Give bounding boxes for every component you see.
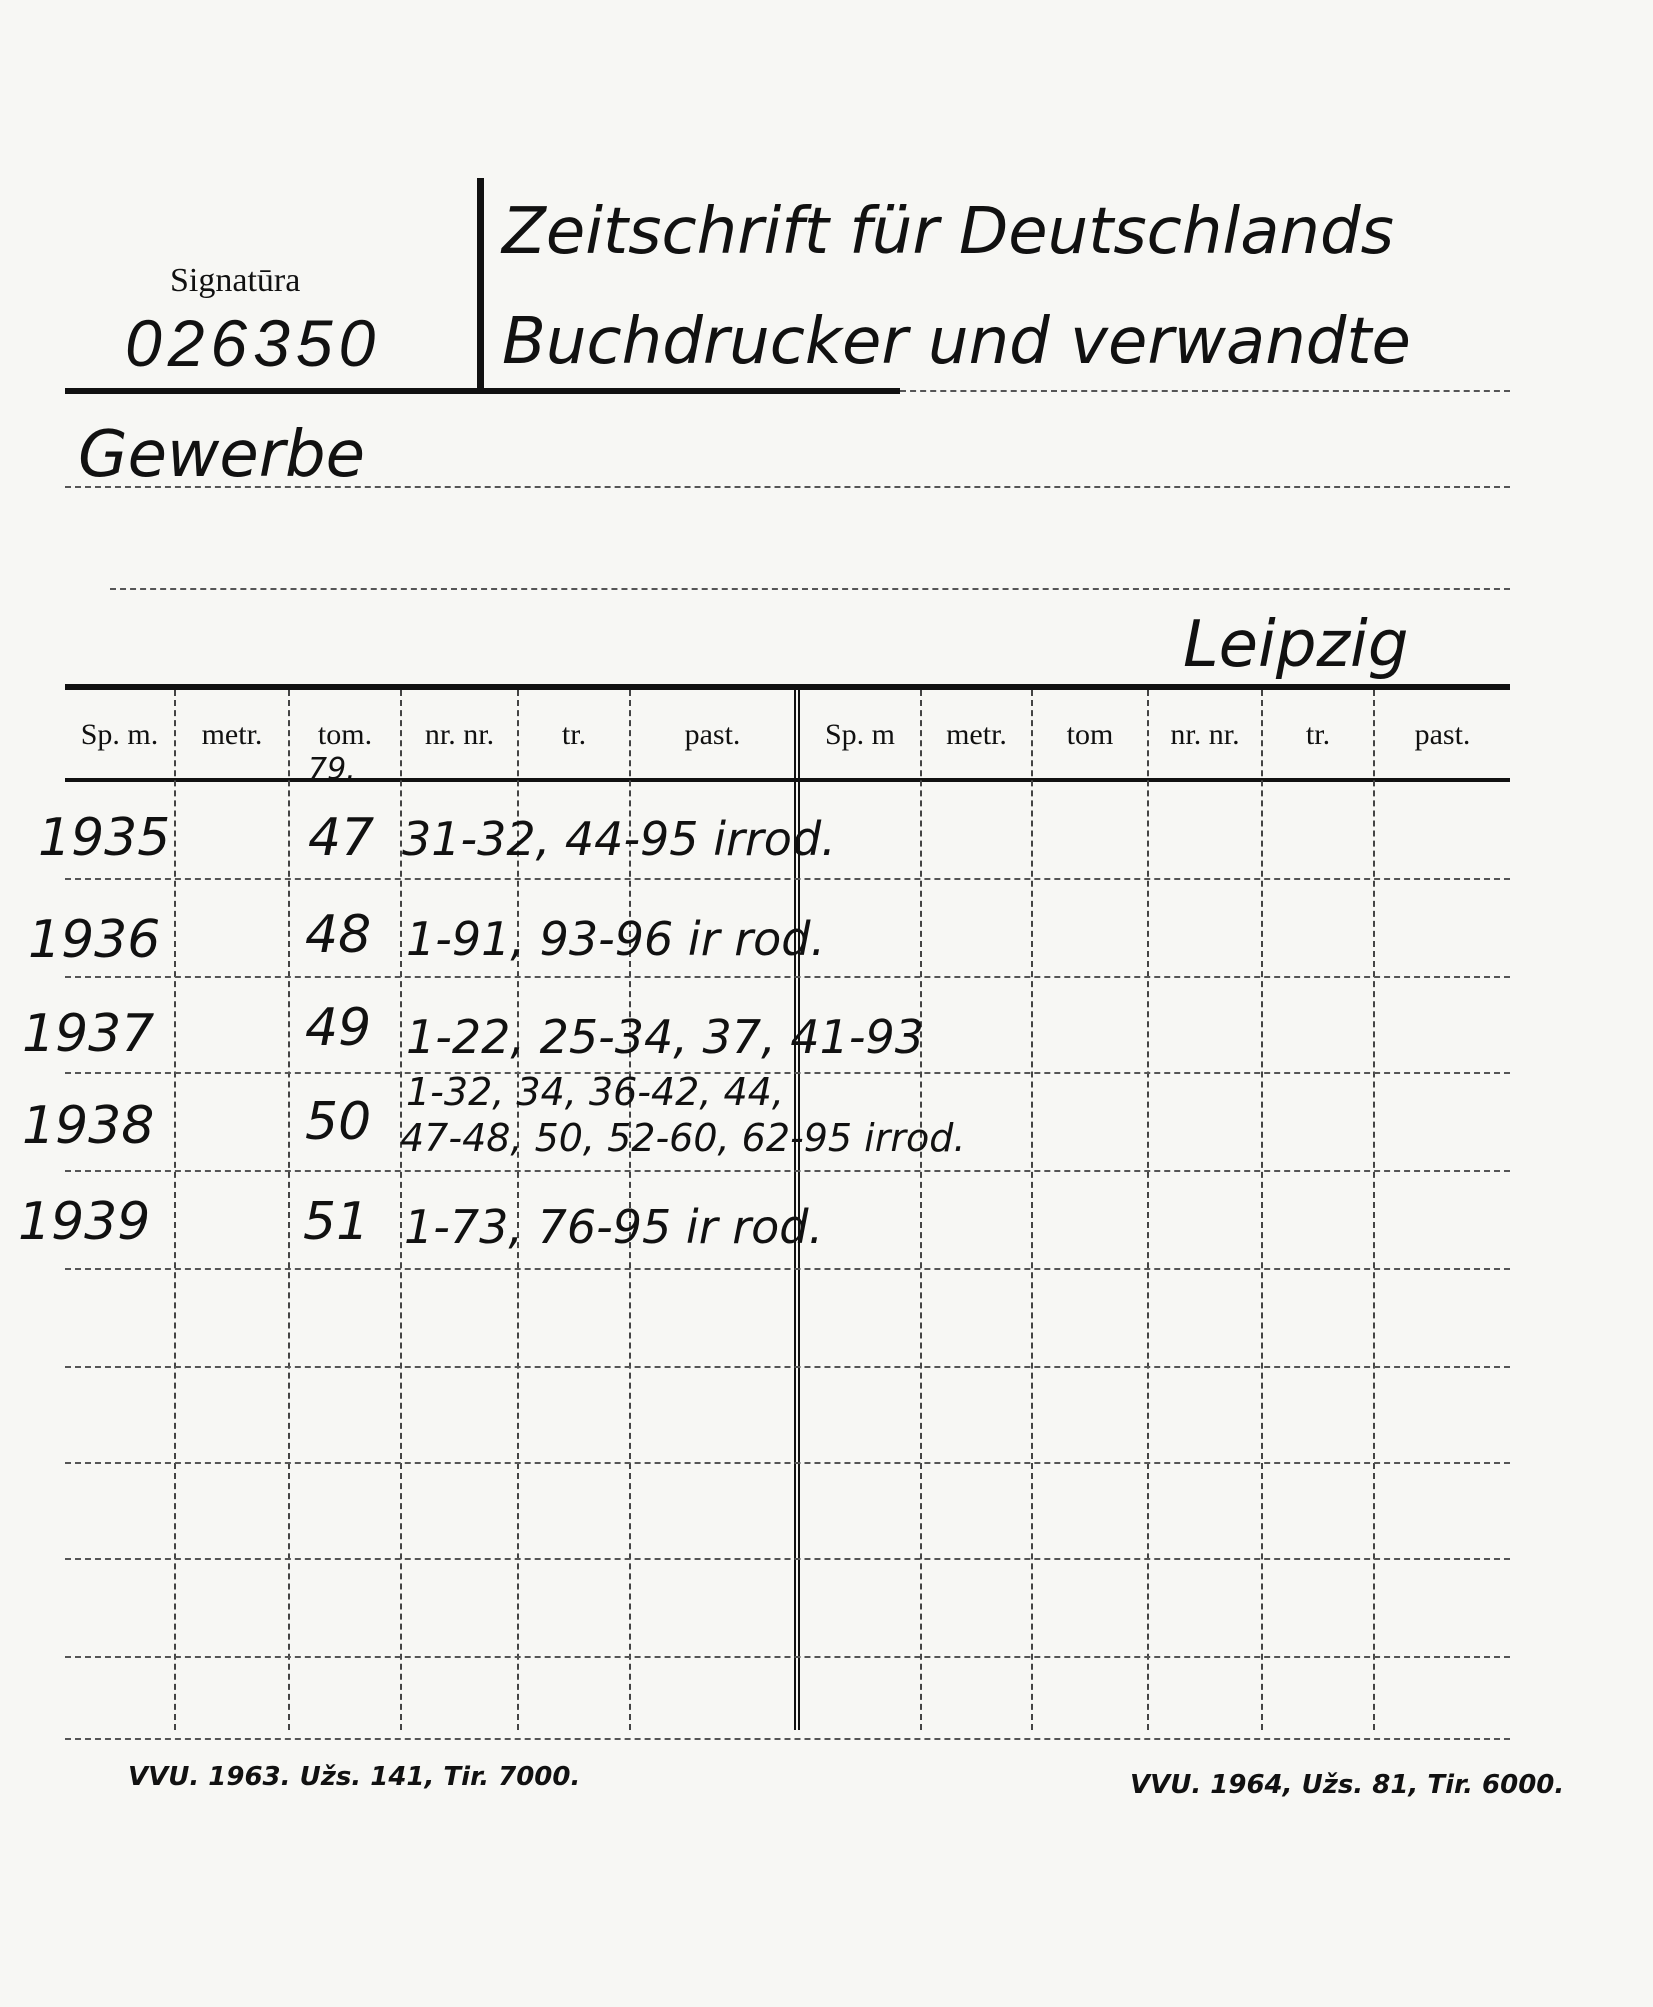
entry-tom: 47 [308,808,375,868]
col-header-metr: metr. [201,718,263,751]
row-rule [65,1462,1510,1464]
header-rule-dashed [900,390,1510,392]
column-divider [174,690,176,1730]
column-divider [1147,690,1149,1730]
entry-year: 1938 [22,1096,155,1156]
table-bottom-rule [65,1738,1510,1740]
title-underline [65,486,1510,488]
col-header-metr-right: metr. [946,718,1007,751]
entry-issues-line-2: 47-48, 50, 52-60, 62-95 irrod. [400,1116,966,1160]
col-header-nr-nr-right: nr. nr. [1170,718,1240,751]
col-header-past-right: past. [1414,718,1471,751]
entry-year: 1939 [18,1192,151,1252]
signature-label: Signatūra [170,262,301,299]
title-line-3: Gewerbe [78,418,365,492]
column-divider [288,690,290,1730]
col-header-tom-sub: 79. [308,752,356,787]
blank-line [110,588,1510,590]
table-header-rule [65,778,1510,782]
col-header-tr-right: tr. [1305,718,1331,751]
footer-print-note-right: VVU. 1964, Užs. 81, Tir. 6000. [1130,1770,1565,1800]
row-rule [65,1366,1510,1368]
entry-issues: 31-32, 44-95 irrod. [402,812,836,866]
title-line-2: Buchdrucker und verwandte [502,305,1411,379]
row-rule [65,1170,1510,1172]
title-divider [477,178,484,388]
column-divider [1031,690,1033,1730]
table-top-rule [65,684,1510,690]
entry-tom: 48 [305,905,372,965]
footer-print-note-left: VVU. 1963. Užs. 141, Tir. 7000. [128,1762,581,1792]
entry-tom: 51 [303,1192,370,1252]
row-rule [65,976,1510,978]
col-header-tom-right: tom [1066,718,1114,751]
entry-issues: 1-22, 25-34, 37, 41-93 [406,1010,924,1064]
column-divider [1373,690,1375,1730]
column-divider [1261,690,1263,1730]
col-header-sp-m: Sp. m. [80,718,159,751]
entry-tom: 49 [305,998,372,1058]
entry-year: 1937 [22,1004,155,1064]
entry-issues: 1-91, 93-96 ir rod. [406,912,826,966]
row-rule [65,1656,1510,1658]
signature-value: 026350 [125,306,382,380]
entry-year: 1936 [28,910,161,970]
column-divider [920,690,922,1730]
entry-issues: 1-73, 76-95 ir rod. [404,1200,824,1254]
entry-year: 1935 [38,808,171,868]
place-of-publication: Leipzig [1183,608,1409,682]
col-header-sp-m-right: Sp. m [824,718,896,751]
entry-issues-line-1: 1-32, 34, 36-42, 44, [406,1070,784,1114]
entry-tom: 50 [305,1092,372,1152]
col-header-tom: tom. [317,718,373,751]
row-rule [65,1268,1510,1270]
row-rule [65,1558,1510,1560]
title-line-1: Zeitschrift für Deutschlands [502,195,1394,269]
row-rule [65,878,1510,880]
row-rule [65,1072,1510,1074]
col-header-nr-nr: nr. nr. [424,718,495,751]
header-rule [65,388,900,394]
col-header-past: past. [684,718,741,751]
col-header-tr: tr. [561,718,587,751]
